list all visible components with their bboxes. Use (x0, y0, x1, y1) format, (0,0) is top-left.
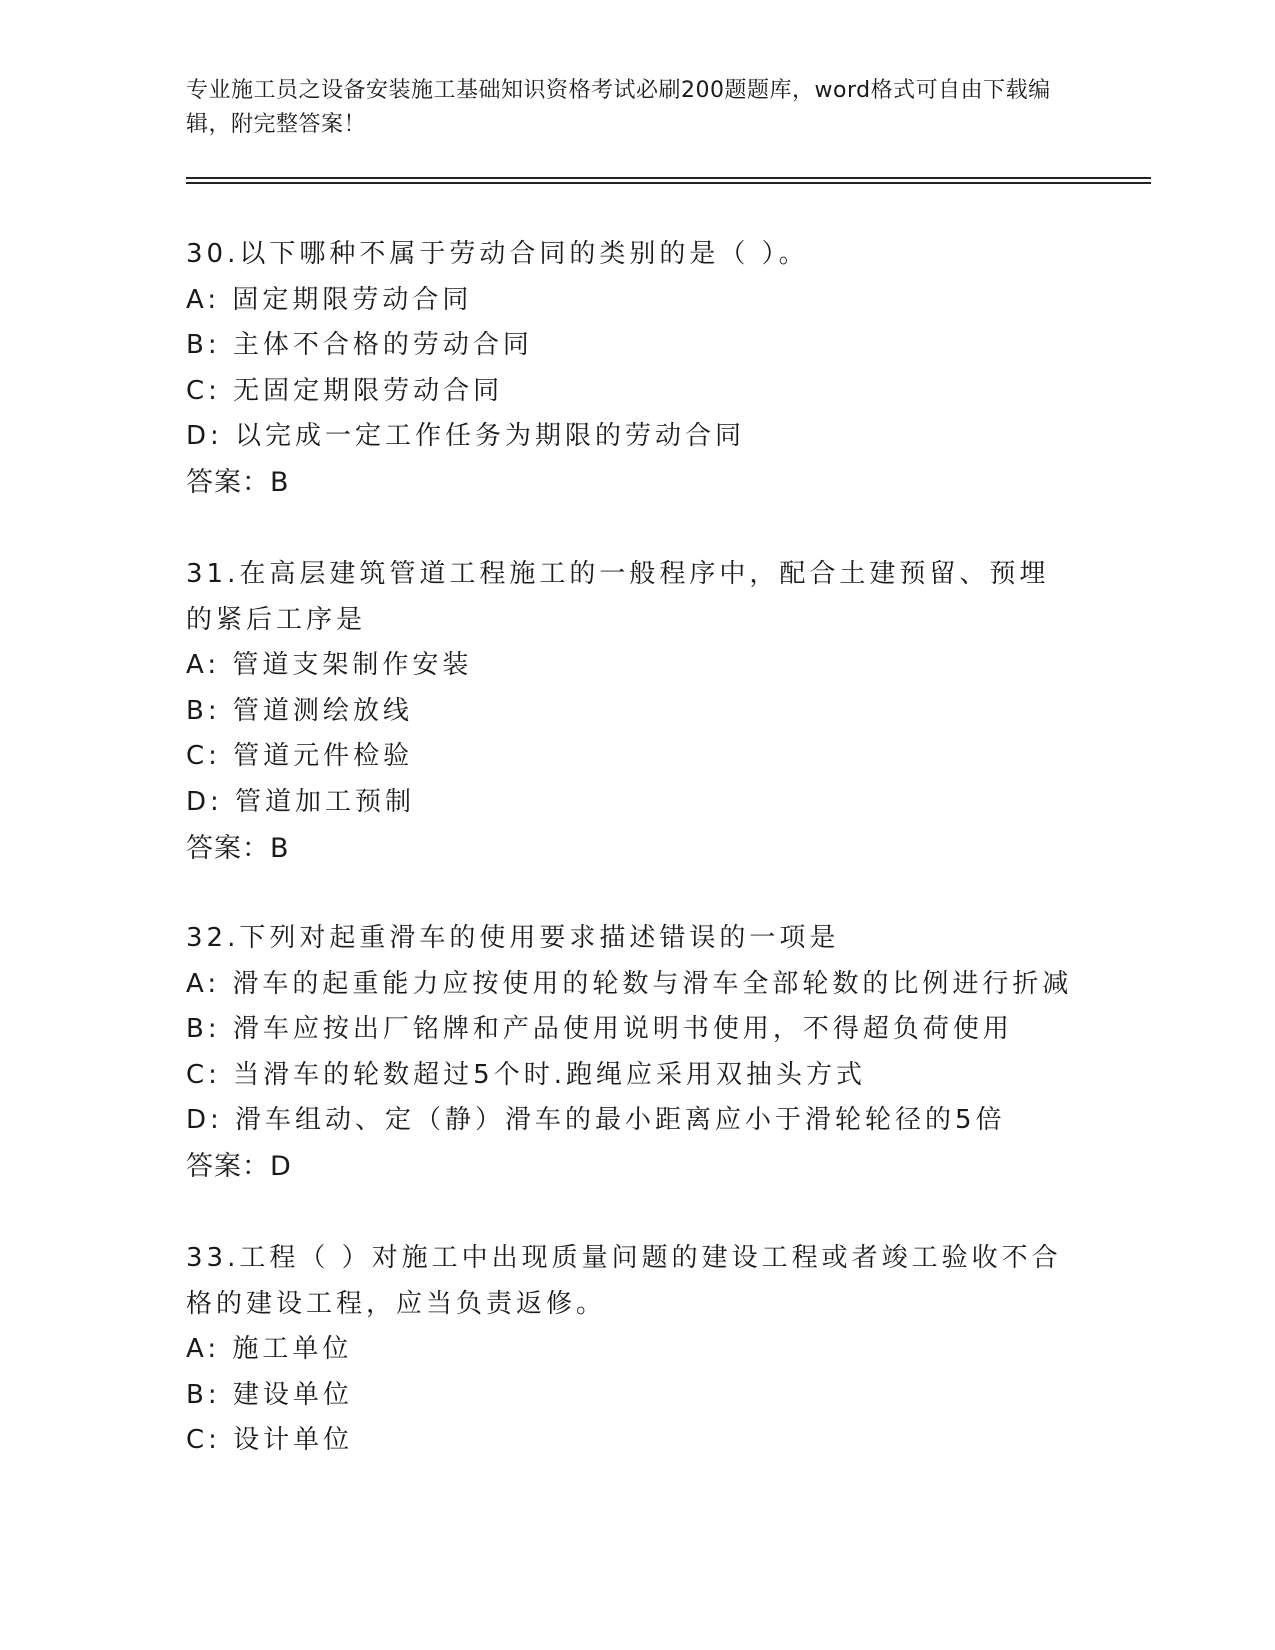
option-b: B: 滑车应按出厂铭牌和产品使用说明书使用，不得超负荷使用 (186, 1014, 1013, 1045)
option-a: A: 管道支架制作安装 (186, 650, 473, 681)
option-b: B: 主体不合格的劳动合同 (186, 330, 533, 361)
document-intro: 专业施工员之设备安装施工基础知识资格考试必刷200题题库，word格式可自由下载编辑，附完整答案！ (186, 78, 1051, 137)
answer-line: 答案：B (186, 832, 290, 864)
question-33 (186, 1236, 1086, 1464)
option-d: D: 以完成一定工作任务为期限的劳动合同 (186, 421, 746, 452)
option-c: C: 无固定期限劳动合同 (186, 375, 504, 406)
option-d: D: 管道加工预制 (186, 786, 416, 817)
option-a: A: 施工单位 (186, 1334, 353, 1365)
option-a: A: 固定期限劳动合同 (186, 284, 473, 315)
option-b: B: 建设单位 (186, 1379, 353, 1410)
answer-line: 答案：B (186, 466, 290, 498)
header-divider-top (186, 177, 1151, 179)
option-b: B: 管道测绘放线 (186, 695, 413, 726)
question-stem: 30.以下哪种不属于劳动合同的类别的是（ ）。 (186, 239, 809, 269)
option-c: C: 管道元件检验 (186, 741, 414, 772)
question-31 (186, 552, 1086, 871)
option-c: C: 当滑车的轮数超过5个时.跑绳应采用双抽头方式 (186, 1059, 866, 1090)
answer-line: 答案：D (186, 1150, 292, 1182)
question-32 (186, 916, 1086, 1190)
header-divider-bottom (186, 182, 1151, 184)
question-stem: 33.工程（ ）对施工中出现质量问题的建设工程或者竣工验收不合格的建设工程，应当负责返修。 (186, 1243, 1062, 1319)
question-30 (186, 232, 1086, 506)
option-c: C: 设计单位 (186, 1425, 354, 1456)
option-a: A: 滑车的起重能力应按使用的轮数与滑车全部轮数的比例进行折减 (186, 968, 1073, 999)
question-stem: 32.下列对起重滑车的使用要求描述错误的一项是 (186, 923, 840, 953)
question-stem: 31.在高层建筑管道工程施工的一般程序中，配合土建预留、预埋的紧后工序是 (186, 559, 1050, 635)
option-d: D: 滑车组动、定（静）滑车的最小距离应小于滑轮轮径的5倍 (186, 1105, 1006, 1136)
